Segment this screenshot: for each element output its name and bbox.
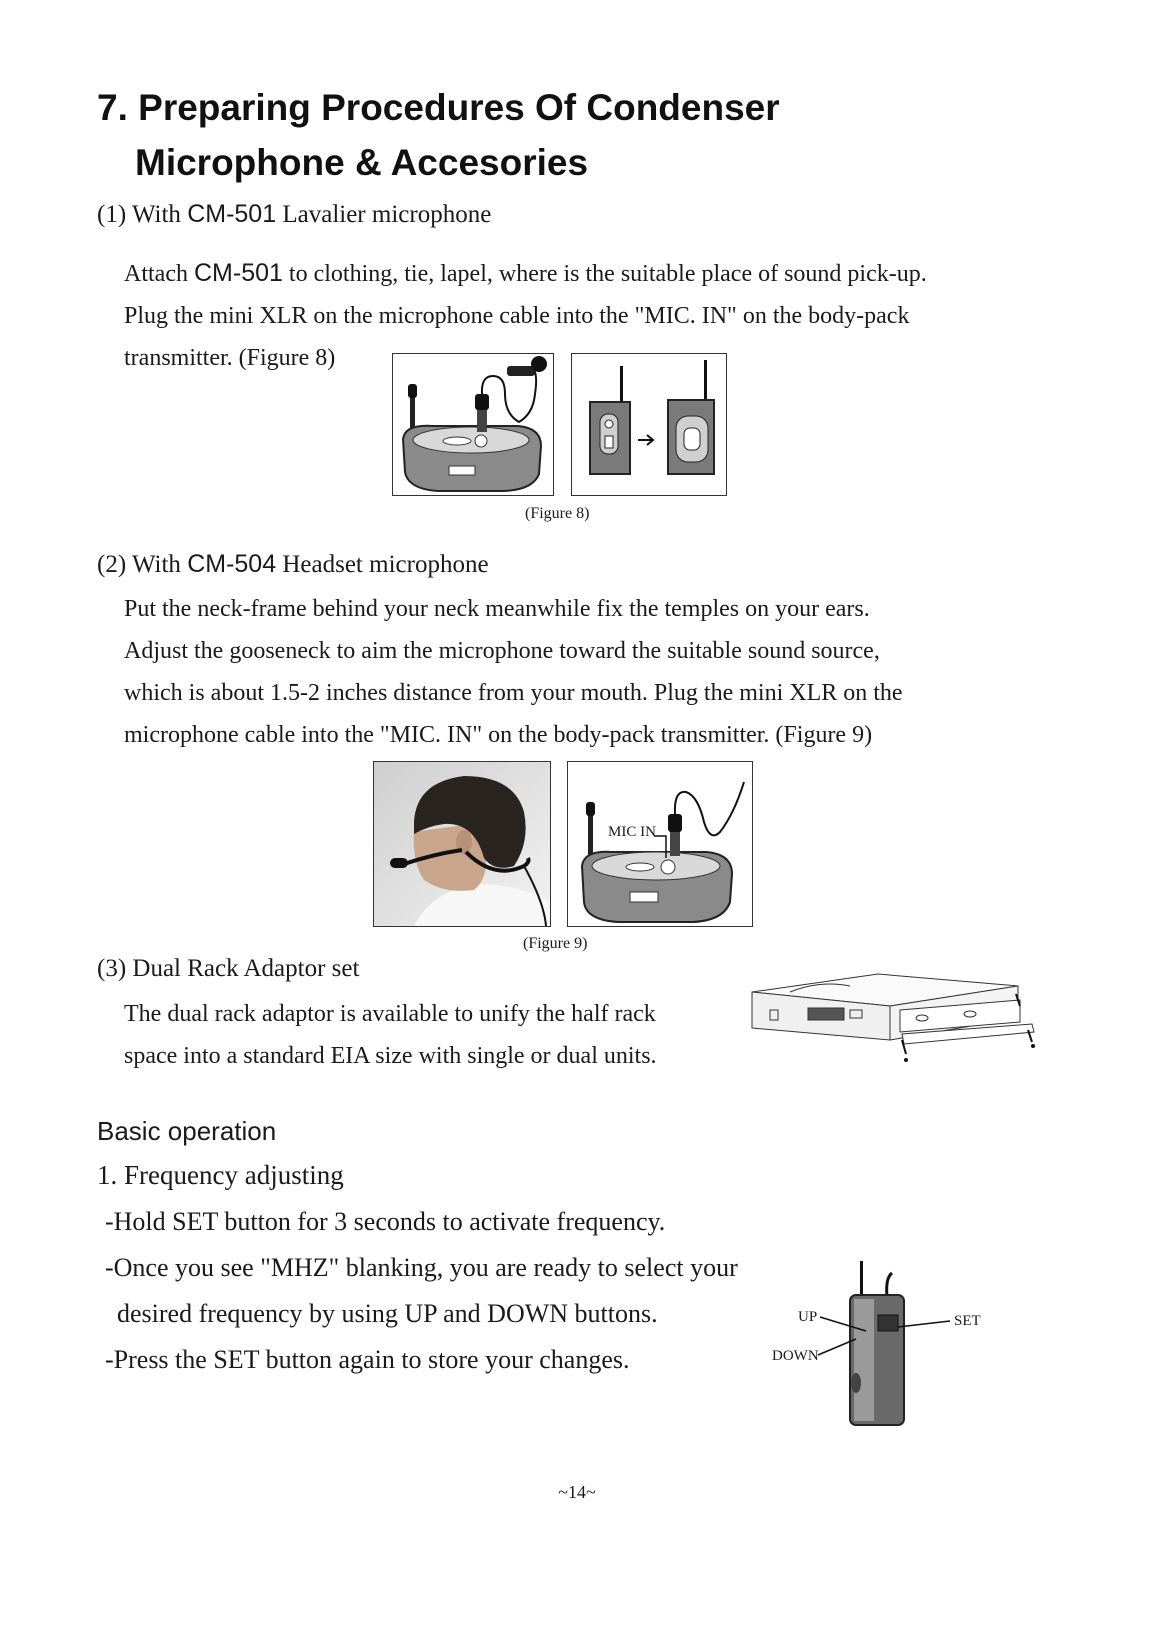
basic-operation-heading: Basic operation [97, 1116, 277, 1146]
step-3: -Press the SET button again to store your changes. [105, 1345, 630, 1374]
section-3-paragraph: The dual rack adaptor is available to unify the half rack space into a standard EIA size with single or dual units. [124, 1001, 657, 1069]
frequency-adjusting-title: 1. Frequency adjusting [97, 1160, 344, 1190]
figure-8-caption: (Figure 8) [525, 505, 590, 522]
label-up: UP [798, 1309, 818, 1325]
step-2a: -Once you see "MHZ" blanking, you are ready to select your [105, 1253, 738, 1282]
section-1-paragraph: Attach CM-501 to clothing, tie, lapel, where is the suitable place of sound pick-up. Plug the mini XLR on the microphone cable into the "MIC. IN" on the body-pack transmitter. (Figure 8) [124, 259, 927, 371]
figure-9-caption: (Figure 9) [523, 935, 588, 952]
section-3-heading: (3) Dual Rack Adaptor set [97, 955, 360, 982]
figure-9-headset-photo [373, 761, 551, 927]
step-2b: desired frequency by using UP and DOWN buttons. [117, 1299, 658, 1328]
model-cm504: CM-504 [187, 550, 277, 578]
title-line-2: Microphone & Accesories [135, 142, 589, 183]
mic-in-label: MIC IN [608, 824, 656, 840]
section-1-heading: (1) With CM-501 Lavalier microphone [97, 200, 492, 228]
section-2-heading: (2) With CM-504 Headset microphone [97, 550, 489, 578]
step-1: -Hold SET button for 3 seconds to activate frequency. [105, 1207, 666, 1236]
transmitter-buttons-illustration [770, 1255, 1010, 1435]
label-down: DOWN [772, 1348, 819, 1364]
frequency-steps [105, 1199, 825, 1383]
figure-8-lavalier-receiver [392, 353, 554, 496]
model-cm501: CM-501 [187, 200, 277, 228]
page-title [97, 80, 780, 190]
figure-9-mic-in-receiver [567, 761, 753, 927]
page-number: ~14~ [558, 1482, 596, 1502]
title-line-1: 7. Preparing Procedures Of Condenser [97, 87, 780, 128]
label-set: SET [954, 1313, 981, 1329]
dual-rack-adaptor-illustration [750, 970, 1040, 1070]
figure-8-bodypack-transmitters [571, 353, 727, 496]
section-2-paragraph: Put the neck-frame behind your neck meanwhile fix the temples on your ears. Adjust the gooseneck to aim the microphone toward the suitable sound source, which is about 1.5-2 inches distance from your mouth. Plug the mini XLR on the microphone cable into the "MIC. IN" on the body-pack transmitter. (Figure 9) [124, 596, 903, 748]
